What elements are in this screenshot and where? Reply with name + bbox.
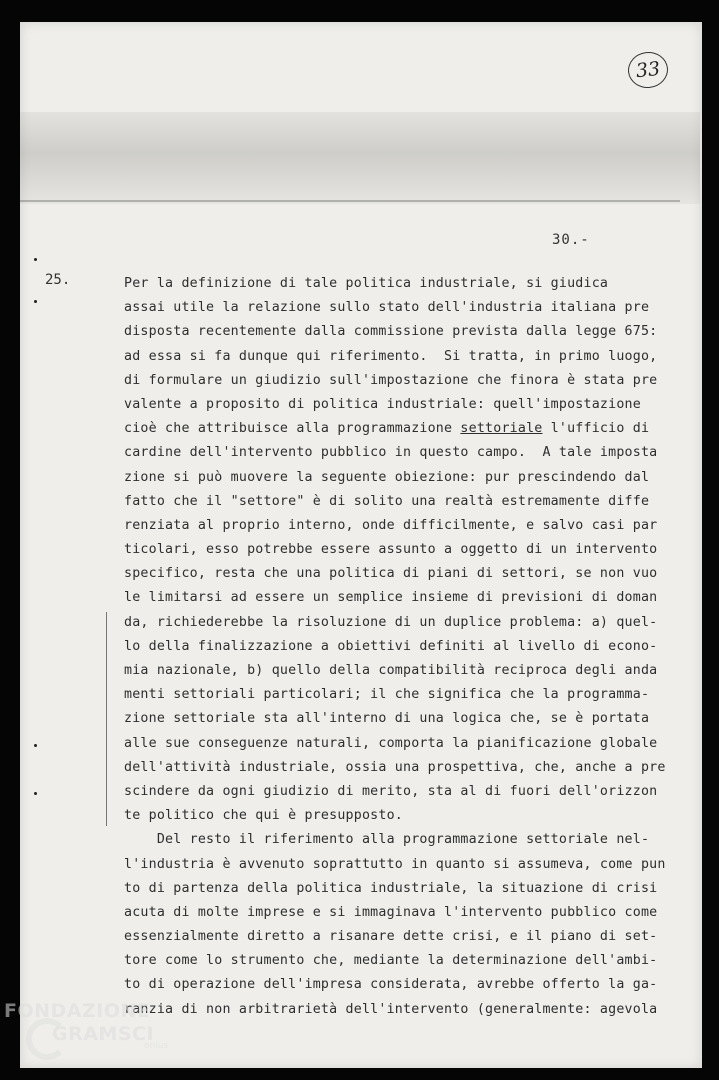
text-segment: Per la definizione di tale politica industriale, si giudica — [124, 276, 609, 291]
margin-dot — [34, 792, 37, 795]
text-segment: essenzialmente diretto a risanare dette crisi, e il piano di set- — [124, 929, 658, 945]
text-segment: dell'attività industriale, ossia una prospettiva, che, anche a pre — [124, 759, 666, 775]
text-segment: ticolari, esso potrebbe essere assunto a oggetto di un intervento — [124, 542, 658, 558]
text-line — [124, 272, 684, 296]
text-line — [124, 296, 684, 320]
text-segment: alle sue conseguenze naturali, comporta la pianificazione globale — [124, 735, 658, 751]
text-segment: specifico, resta che una politica di piani di settori, se non vuo — [124, 566, 658, 582]
text-line — [124, 586, 684, 610]
text-line — [124, 853, 684, 877]
watermark — [4, 1002, 168, 1051]
text-segment: fatto che il "settore" è di solito una realtà estremamente diffe — [124, 493, 650, 509]
text-line — [124, 925, 684, 949]
margin-sideline — [106, 612, 107, 826]
text-segment: zione settoriale sta all'interno di una logica che, se è portata — [124, 711, 650, 727]
text-segment: mia nazionale, b) quello della compatibilità reciproca degli anda — [124, 663, 658, 678]
text-line — [124, 756, 684, 780]
text-line — [124, 490, 684, 514]
text-line — [124, 635, 684, 659]
underlined-word: settoriale — [460, 421, 543, 437]
text-segment: le limitarsi ad essere un semplice insieme di previsioni di doman — [124, 590, 658, 606]
text-line — [124, 901, 684, 925]
watermark-line-1: FONDAZIONE — [4, 1000, 151, 1022]
text-line — [124, 998, 684, 1022]
text-line — [124, 393, 684, 417]
text-segment: di formulare un giudizio sull'impostazione che finora è stata pre — [124, 372, 658, 388]
page-number: 30.- — [552, 232, 590, 248]
text-line — [124, 804, 684, 828]
text-line — [124, 466, 684, 490]
text-segment: da, richiederebbe la risoluzione di un duplice problema: a) quel- — [124, 614, 658, 630]
text-segment: to di partenza della politica industriale, la situazione di crisi — [124, 880, 658, 896]
watermark-line-3: onlus — [144, 1041, 169, 1051]
text-segment: l'industria è avvenuto soprattutto in quanto si assumeva, come pun — [124, 856, 666, 872]
text-line — [124, 877, 684, 901]
text-line — [124, 441, 684, 465]
document-page — [20, 22, 702, 1068]
paragraph-number: 25. — [45, 272, 71, 288]
text-segment: te politico che qui è presupposto. — [124, 808, 403, 824]
text-line — [124, 514, 684, 538]
text-segment: Del resto il riferimento alla programmazione settoriale nel- — [124, 832, 650, 848]
text-line — [124, 707, 684, 731]
text-segment: renziata al proprio interno, onde difficilmente, e salvo casi par — [124, 517, 658, 533]
text-line — [124, 659, 684, 683]
watermark-line-2: GRAMSCI — [52, 1023, 155, 1045]
text-line — [124, 683, 684, 707]
text-segment: ranzia di non arbitrarietà dell'intervento (generalmente: agevola — [124, 1001, 658, 1017]
text-line — [124, 973, 684, 997]
text-line — [124, 369, 684, 393]
text-segment: zione si può muovere la seguente obiezione: pur prescindendo dal — [124, 469, 650, 485]
scan-shadow — [20, 112, 700, 204]
text-segment: acuta di molte imprese e si immaginava l'intervento pubblico come — [124, 904, 658, 920]
text-line — [124, 611, 684, 635]
archive-number-stamp: 33 — [626, 50, 670, 90]
text-line — [124, 538, 684, 562]
text-line — [124, 320, 684, 344]
text-segment: assai utile la relazione sullo stato dell'industria italiana pre — [124, 300, 650, 316]
text-segment: valente a proposito di politica industriale: quell'impostazione — [124, 396, 641, 412]
text-segment: menti settoriali particolari; il che significa che la programma- — [124, 687, 650, 703]
scan-edge — [20, 200, 680, 202]
text-segment: ad essa si fa dunque qui riferimento. Si tratta, in primo luogo, — [124, 348, 658, 364]
text-segment: cardine dell'intervento pubblico in questo campo. A tale imposta — [124, 445, 658, 461]
text-segment: tore come lo strumento che, mediante la determinazione dell'ambi- — [124, 953, 658, 969]
text-segment: scindere da ogni giudizio di merito, sta al di fuori dell'orizzon — [124, 783, 658, 799]
text-segment: to di operazione dell'impresa considerata, avrebbe offerto la ga- — [124, 977, 658, 993]
text-line — [124, 780, 684, 804]
text-line — [124, 562, 684, 586]
text-line — [124, 417, 684, 441]
text-line — [124, 345, 684, 369]
margin-dot — [34, 300, 37, 303]
text-line — [124, 732, 684, 756]
text-segment: l'ufficio di — [542, 421, 650, 437]
text-segment: cioè che attribuisce alla programmazione — [124, 421, 461, 437]
margin-dot — [34, 258, 37, 261]
text-segment: disposta recentemente dalla commissione prevista dalla legge 675: — [124, 324, 658, 340]
margin-dot — [34, 744, 37, 747]
typewritten-body — [124, 272, 684, 1022]
text-line — [124, 828, 684, 852]
text-line — [124, 949, 684, 973]
text-segment: lo della finalizzazione a obiettivi definiti al livello di econo- — [124, 638, 658, 654]
